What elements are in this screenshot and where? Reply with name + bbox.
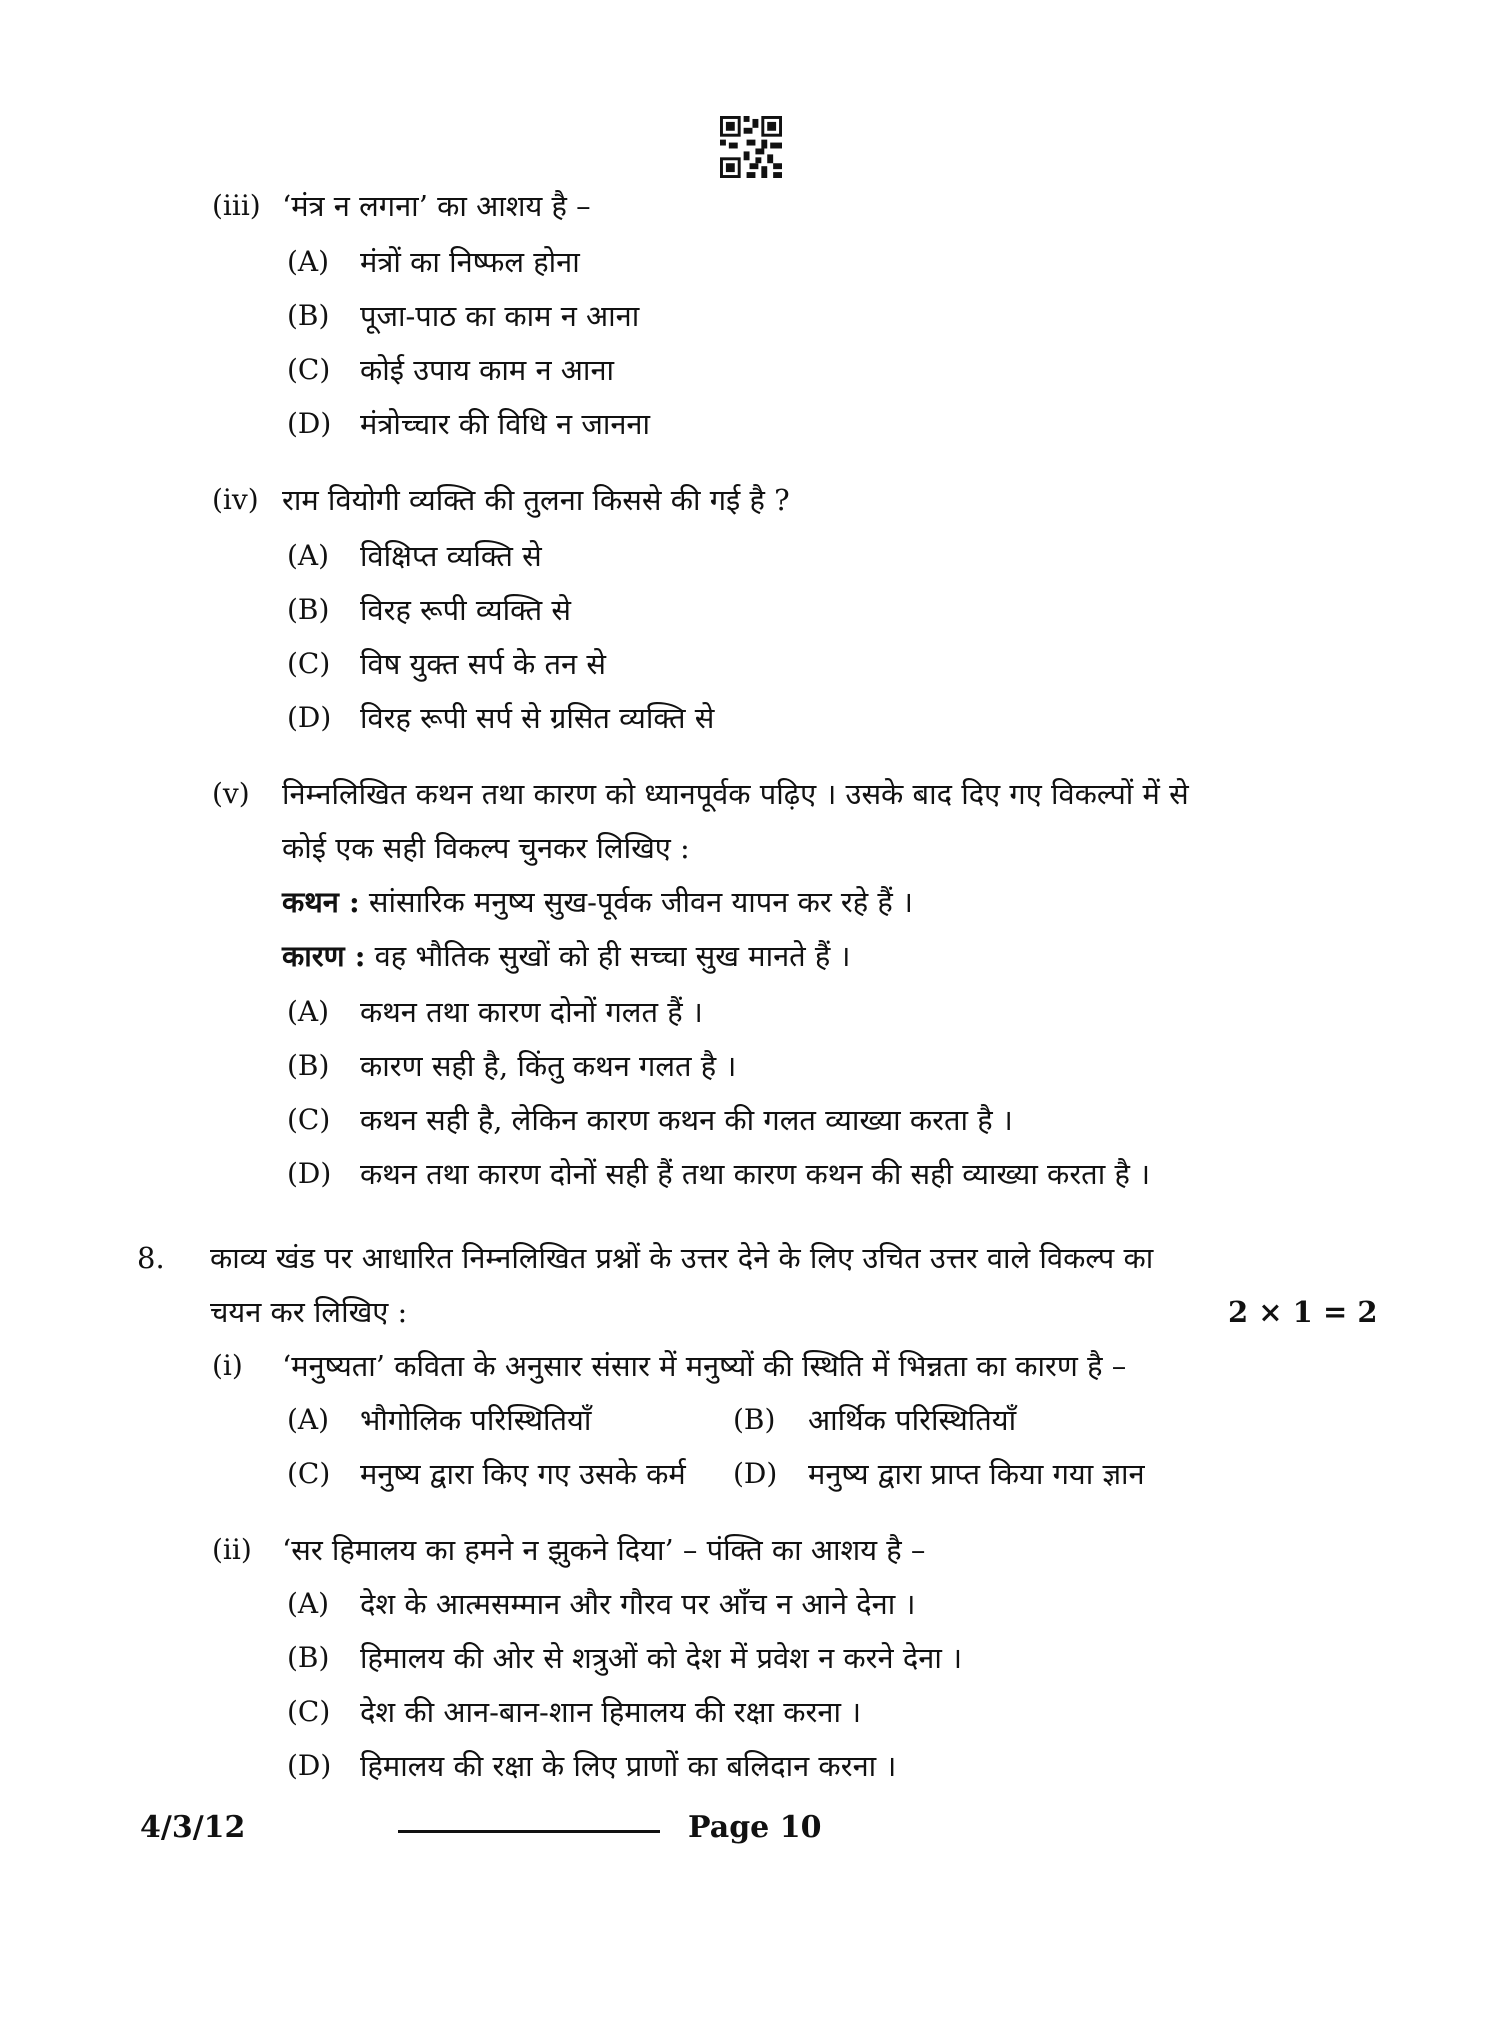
page-number: Page 10 xyxy=(688,1810,822,1845)
option-label: (A) xyxy=(287,995,330,1028)
option-text: हिमालय की रक्षा के लिए प्राणों का बलिदान करना । xyxy=(360,1749,897,1783)
question-text: निम्नलिखित कथन तथा कारण को ध्यानपूर्वक पढ़िए । उसके बाद दिए गए विकल्पों में से xyxy=(282,777,1189,811)
option-text: पूजा-पाठ का काम न आना xyxy=(360,299,640,333)
qr-code-icon xyxy=(720,116,782,178)
option-label: (A) xyxy=(287,1587,330,1620)
option-label: (D) xyxy=(733,1457,778,1490)
option-text: मंत्रों का निष्फल होना xyxy=(360,245,580,279)
marks: 2 × 1 = 2 xyxy=(1228,1295,1378,1329)
question-text: राम वियोगी व्यक्ति की तुलना किससे की गई है ? xyxy=(282,483,790,517)
option-text: कोई उपाय काम न आना xyxy=(360,353,615,387)
reason-label: कारण : xyxy=(282,939,366,973)
option-text: मंत्रोच्चार की विधि न जानना xyxy=(360,407,651,441)
option-text: विष युक्त सर्प के तन से xyxy=(360,647,606,681)
question-text: ‘मनुष्यता’ कविता के अनुसार संसार में मनुष्यों की स्थिति में भिन्नता का कारण है – xyxy=(282,1349,1127,1383)
option-text: कथन तथा कारण दोनों गलत हैं । xyxy=(360,995,703,1029)
question-text: कोई एक सही विकल्प चुनकर लिखिए : xyxy=(282,831,690,865)
option-label: (C) xyxy=(287,353,331,386)
option-label: (D) xyxy=(287,701,332,734)
assertion-line xyxy=(282,882,913,922)
option-label: (A) xyxy=(287,539,330,572)
option-label: (C) xyxy=(287,1695,331,1728)
question-text: काव्य खंड पर आधारित निम्नलिखित प्रश्नों के उत्तर देने के लिए उचित उत्तर वाले विकल्प का xyxy=(210,1241,1154,1275)
question-number: (i) xyxy=(212,1349,243,1382)
option-text: मनुष्य द्वारा प्राप्त किया गया ज्ञान xyxy=(808,1457,1145,1491)
option-label: (D) xyxy=(287,1157,332,1190)
option-label: (B) xyxy=(287,299,330,332)
option-text: कारण सही है, किंतु कथन गलत है । xyxy=(360,1049,737,1083)
option-text: विक्षिप्त व्यक्ति से xyxy=(360,539,542,573)
question-number: (iii) xyxy=(212,189,261,222)
question-number: (ii) xyxy=(212,1533,252,1566)
question-number: 8. xyxy=(137,1241,165,1275)
assertion-label: कथन : xyxy=(282,885,360,919)
option-text: देश के आत्मसम्मान और गौरव पर आँच न आने देना । xyxy=(360,1587,916,1621)
option-text: कथन तथा कारण दोनों सही हैं तथा कारण कथन की सही व्याख्या करता है । xyxy=(360,1157,1151,1191)
reason-line xyxy=(282,936,851,976)
footer-divider xyxy=(398,1830,660,1833)
option-text: भौगोलिक परिस्थितियाँ xyxy=(360,1403,592,1437)
option-label: (B) xyxy=(733,1403,776,1436)
option-text: विरह रूपी व्यक्ति से xyxy=(360,593,571,627)
option-label: (D) xyxy=(287,407,332,440)
option-label: (B) xyxy=(287,1049,330,1082)
question-text: ‘मंत्र न लगना’ का आशय है – xyxy=(282,189,591,223)
assertion-text: सांसारिक मनुष्य सुख-पूर्वक जीवन यापन कर रहे हैं । xyxy=(368,885,914,919)
paper-code: 4/3/12 xyxy=(140,1810,246,1845)
option-label: (A) xyxy=(287,1403,330,1436)
option-label: (C) xyxy=(287,647,331,680)
option-label: (D) xyxy=(287,1749,332,1782)
question-number: (v) xyxy=(212,777,250,810)
option-label: (C) xyxy=(287,1457,331,1490)
option-label: (B) xyxy=(287,1641,330,1674)
option-text: हिमालय की ओर से शत्रुओं को देश में प्रवेश न करने देना । xyxy=(360,1641,963,1675)
question-text: ‘सर हिमालय का हमने न झुकने दिया’ – पंक्ति का आशय है – xyxy=(282,1533,926,1567)
option-text: आर्थिक परिस्थितियाँ xyxy=(808,1403,1017,1437)
option-label: (C) xyxy=(287,1103,331,1136)
reason-text: वह भौतिक सुखों को ही सच्चा सुख मानते हैं । xyxy=(374,939,851,973)
option-text: देश की आन-बान-शान हिमालय की रक्षा करना । xyxy=(360,1695,862,1729)
option-text: मनुष्य द्वारा किए गए उसके कर्म xyxy=(360,1457,686,1491)
question-text: चयन कर लिखिए : xyxy=(210,1295,408,1329)
option-text: कथन सही है, लेकिन कारण कथन की गलत व्याख्या करता है । xyxy=(360,1103,1013,1137)
option-text: विरह रूपी सर्प से ग्रसित व्यक्ति से xyxy=(360,701,715,735)
option-label: (A) xyxy=(287,245,330,278)
option-label: (B) xyxy=(287,593,330,626)
question-number: (iv) xyxy=(212,483,259,516)
